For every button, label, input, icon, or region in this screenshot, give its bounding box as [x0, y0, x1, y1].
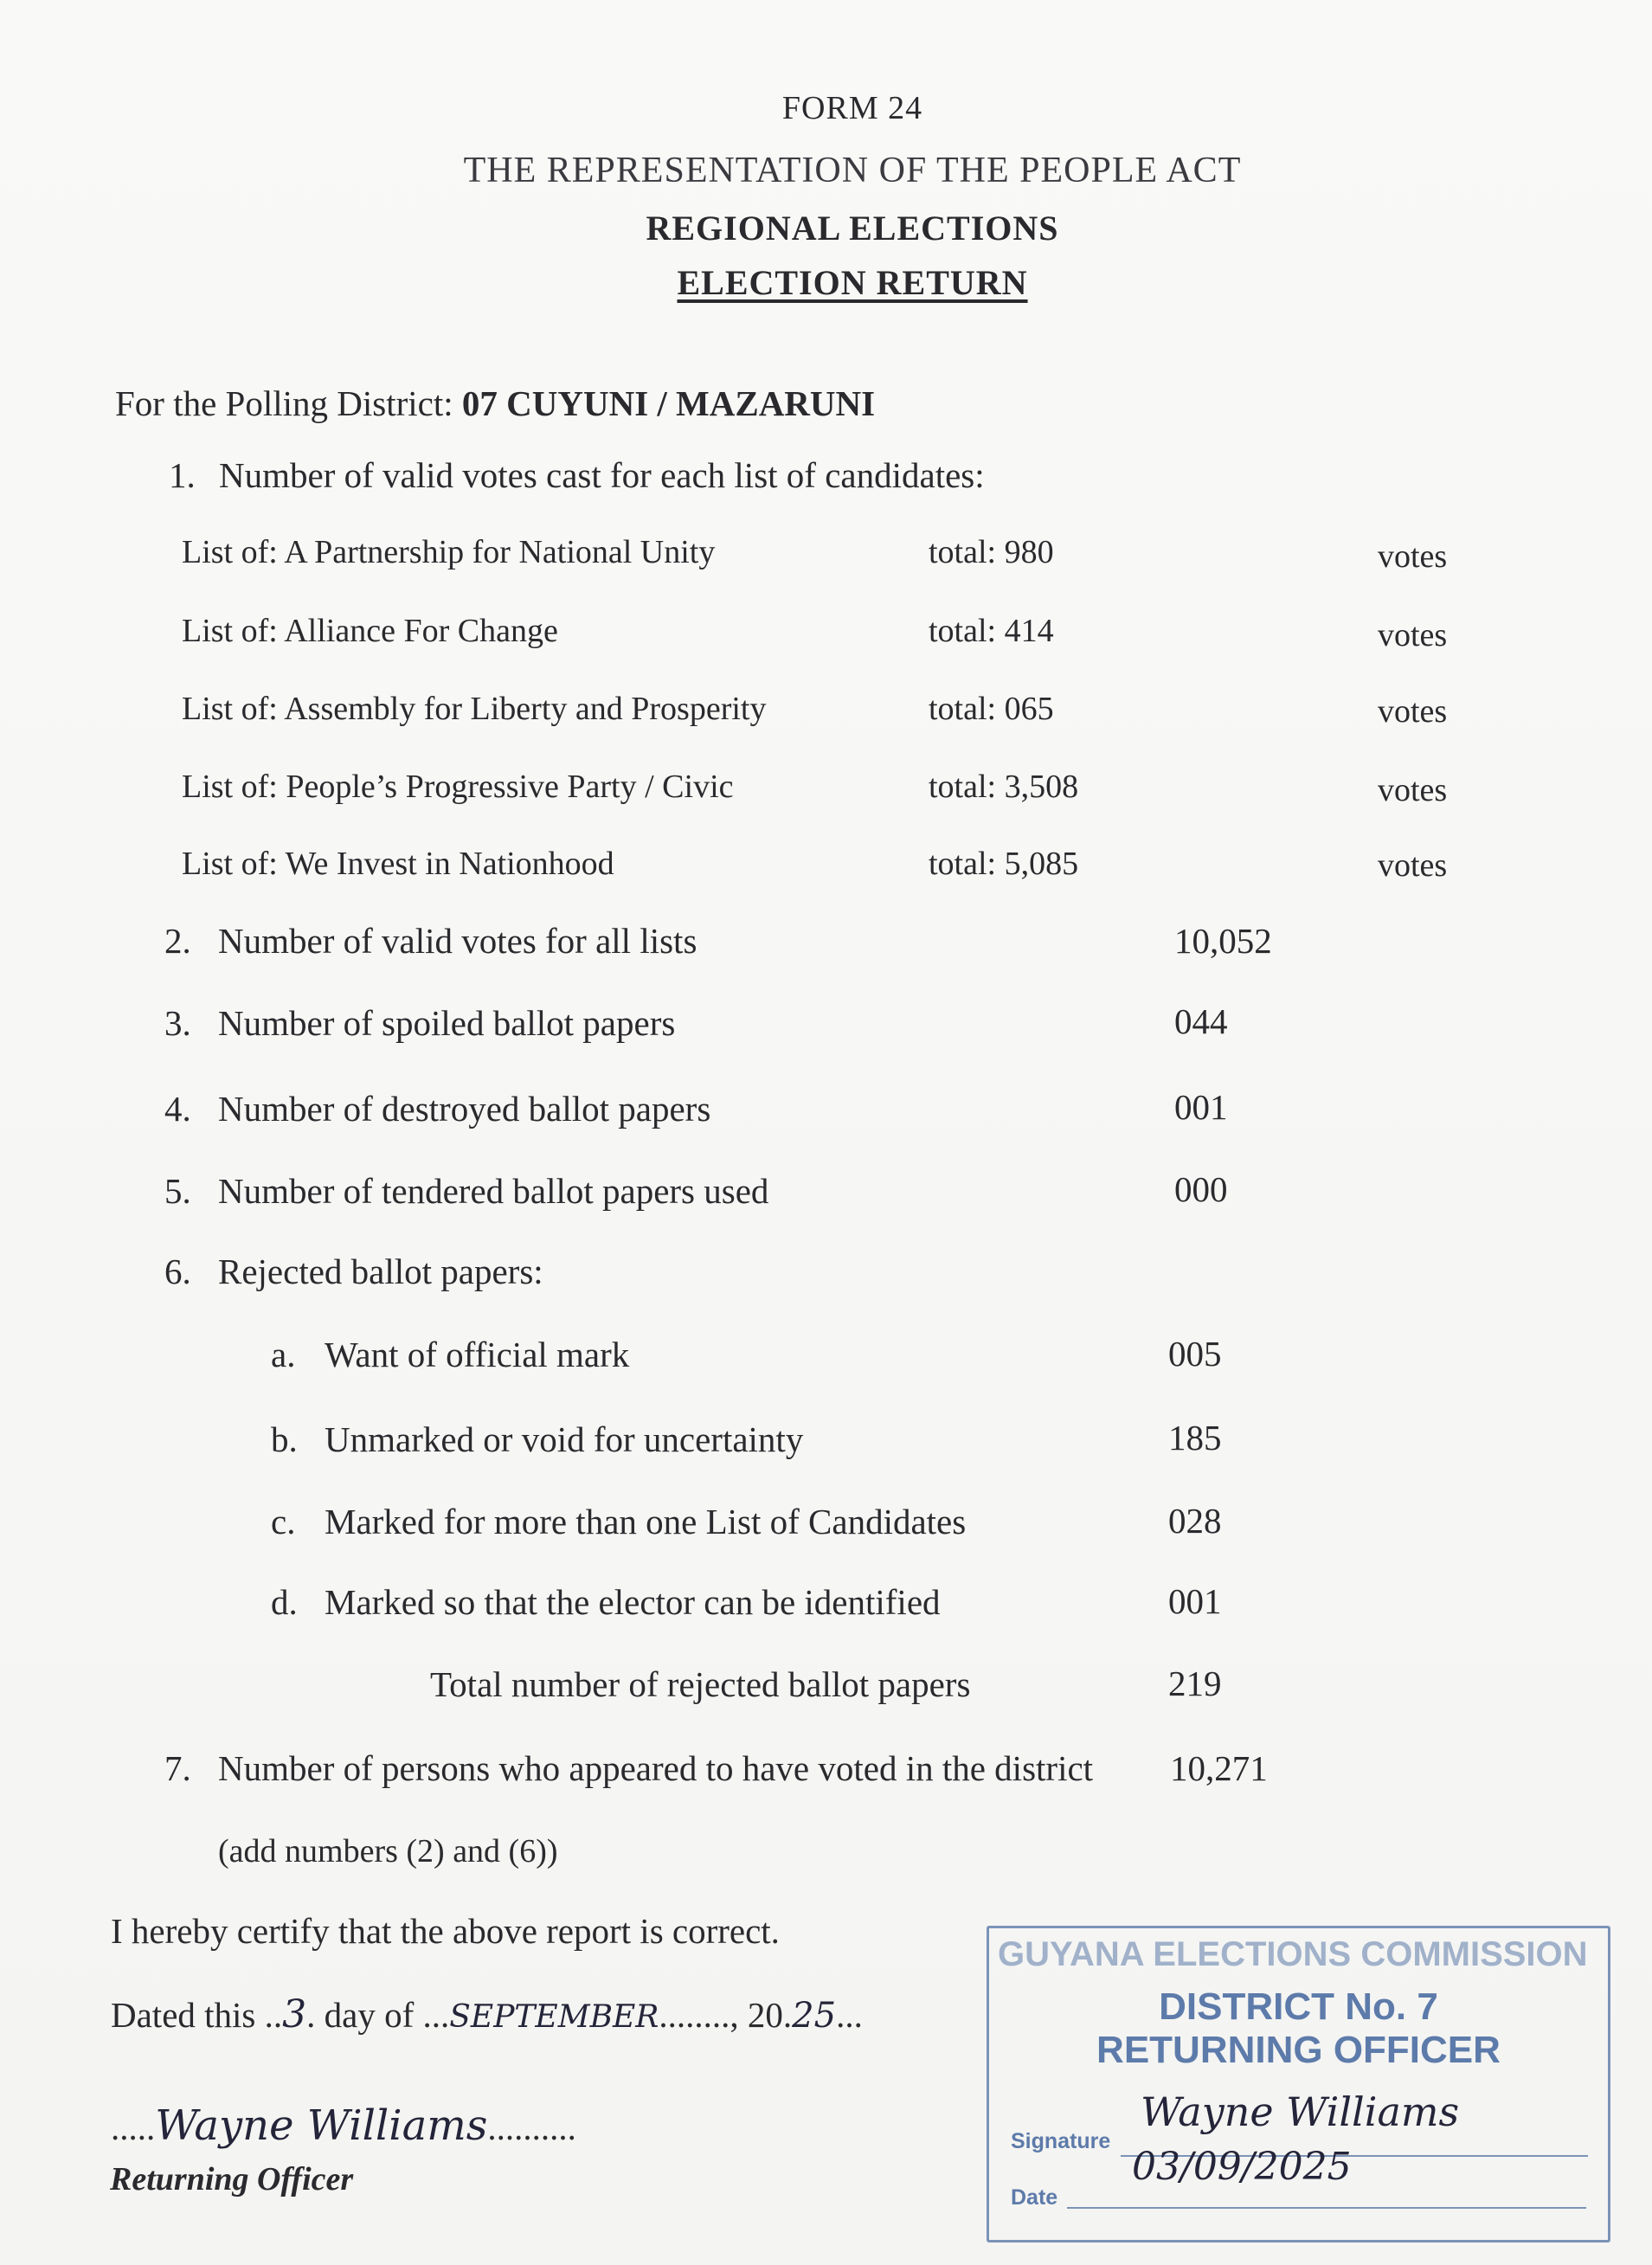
subitem-value: 185 — [1168, 1418, 1222, 1457]
item-number: 4. — [164, 1089, 191, 1129]
voted-note: (add numbers (2) and (6)) — [218, 1833, 558, 1869]
election-title: REGIONAL ELECTIONS — [646, 209, 1059, 248]
signature-dots: ..... — [111, 2107, 156, 2147]
subitem-letter: c. — [271, 1502, 296, 1541]
list-unit: votes — [1378, 693, 1448, 730]
stamp-date: 03/09/2025 — [1132, 2145, 1352, 2189]
list-total: total: 980 — [929, 534, 1054, 570]
dated-line — [111, 1992, 863, 2037]
district-label: For the Polling District: — [115, 383, 453, 423]
item-number: 7. — [164, 1748, 191, 1788]
voted-label: Number of persons who appeared to have voted in the district — [218, 1748, 1094, 1788]
list-name: List of: Assembly for Liberty and Prosperity — [182, 691, 767, 727]
subitem-label: Marked for more than one List of Candidates — [325, 1502, 967, 1541]
rejected-label: Rejected ballot papers: — [218, 1252, 543, 1291]
list-unit: votes — [1378, 538, 1448, 575]
form-number: FORM 24 — [781, 90, 923, 126]
return-title: ELECTION RETURN — [677, 263, 1028, 302]
district-line — [115, 383, 875, 424]
stamp-commission: GUYANA ELECTIONS COMMISSION — [998, 1935, 1588, 1973]
returning-officer-signature: Wayne Williams — [155, 2101, 488, 2150]
stamp-date-label: Date — [1011, 2185, 1058, 2210]
stamp-signature-label: Signature — [1011, 2129, 1111, 2153]
list-name: List of: We Invest in Nationhood — [182, 846, 614, 882]
rejected-total-label: Total number of rejected ballot papers — [430, 1664, 971, 1704]
subitem-letter: d. — [271, 1582, 298, 1622]
list-name: List of: A Partnership for National Unity — [182, 534, 716, 570]
subitem-label: Want of official mark — [325, 1335, 630, 1374]
district-value: 07 CUYUNI / MAZARUNI — [461, 383, 876, 423]
subitem-letter: a. — [271, 1335, 296, 1374]
item-number: 2. — [164, 921, 191, 961]
subitem-value: 005 — [1168, 1334, 1222, 1374]
subitem-value: 028 — [1168, 1501, 1222, 1541]
dated-day: 3 — [282, 1992, 307, 2037]
item-label: Number of spoiled ballot papers — [218, 1003, 676, 1043]
list-total: total: 414 — [929, 613, 1054, 649]
list-total: total: 3,508 — [929, 769, 1079, 805]
list-name: List of: Alliance For Change — [182, 613, 558, 649]
item-value: 10,052 — [1174, 921, 1272, 961]
signature-line — [111, 2101, 576, 2150]
item-value: 001 — [1174, 1087, 1228, 1127]
rejected-total-value: 219 — [1168, 1663, 1222, 1703]
stamp-district: DISTRICT No. 7 — [1159, 1985, 1438, 2028]
returning-officer-stamp — [987, 1926, 1610, 2242]
returning-officer-label: Returning Officer — [110, 2161, 354, 2197]
subitem-letter: b. — [271, 1419, 298, 1459]
signature-dots: .......... — [487, 2107, 576, 2147]
list-total: total: 065 — [929, 691, 1054, 727]
list-unit: votes — [1378, 617, 1448, 653]
dated-suffix: ... — [836, 1995, 863, 2035]
dated-dots: ........, 20. — [659, 1995, 793, 2035]
voted-value: 10,271 — [1170, 1748, 1268, 1788]
stamp-date-line — [1067, 2207, 1586, 2209]
subitem-label: Marked so that the elector can be identified — [325, 1582, 941, 1622]
list-total: total: 5,085 — [929, 846, 1079, 882]
list-unit: votes — [1378, 772, 1448, 808]
item-label: Number of destroyed ballot papers — [218, 1089, 711, 1129]
dated-year: 25 — [792, 1996, 837, 2036]
dated-prefix: Dated this .. — [111, 1995, 283, 2035]
item-label: Number of valid votes for all lists — [218, 921, 697, 961]
list-name: List of: People’s Progressive Party / Civic — [182, 769, 734, 805]
item-value: 000 — [1174, 1169, 1228, 1209]
item-number: 3. — [164, 1003, 191, 1043]
section-1-label: Number of valid votes cast for each list of candidates: — [219, 455, 985, 495]
dated-month: SEPTEMBER — [449, 1999, 659, 2035]
subitem-value: 001 — [1168, 1581, 1222, 1621]
dated-mid: . day of ... — [306, 1995, 450, 2035]
section-1-number: 1. — [169, 455, 196, 495]
stamp-role: RETURNING OFFICER — [1096, 2029, 1501, 2071]
item-number: 5. — [164, 1171, 191, 1211]
item-value: 044 — [1174, 1001, 1228, 1041]
subitem-label: Unmarked or void for uncertainty — [325, 1419, 804, 1459]
certify-statement: I hereby certify that the above report is correct. — [111, 1911, 780, 1951]
item-label: Number of tendered ballot papers used — [218, 1171, 769, 1211]
item-number: 6. — [164, 1252, 191, 1291]
stamp-signature: Wayne Williams — [1141, 2088, 1460, 2135]
act-title: THE REPRESENTATION OF THE PEOPLE ACT — [463, 151, 1242, 190]
list-unit: votes — [1378, 847, 1448, 884]
